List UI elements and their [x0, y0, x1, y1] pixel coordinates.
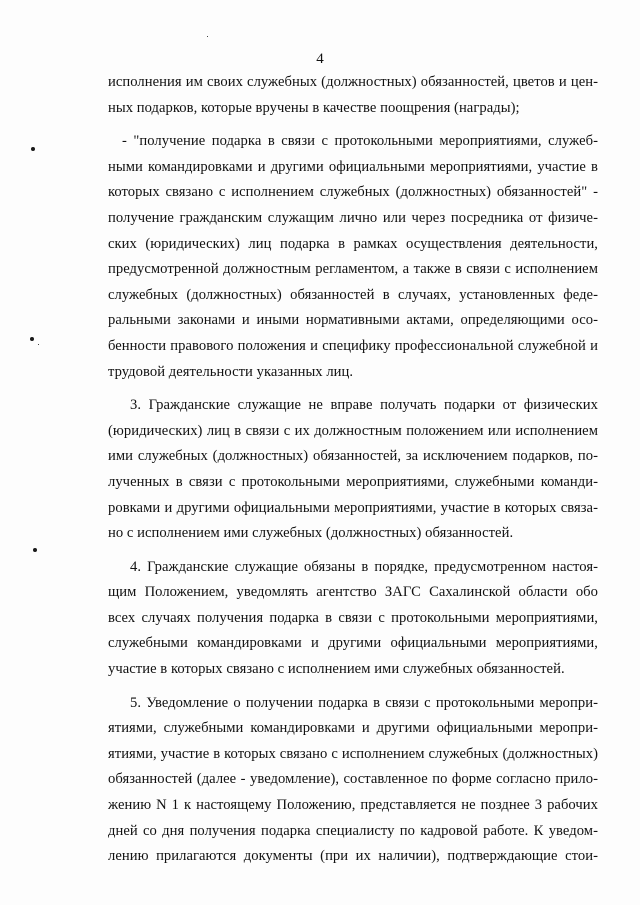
text-line: - "получение подарка в связи с протокольными мероприятиями, служеб- [122, 133, 598, 150]
scan-speck-top [207, 36, 208, 37]
text-line: ных подарков, которые вручены в качестве поощрения (награды); [108, 99, 520, 116]
text-line: ральными законами и иными нормативными актами, определяющими осо- [108, 312, 598, 329]
scan-mark-bottom [33, 548, 37, 552]
text-line: дней со дня получения подарка специалисту по кадровой работе. К уведом- [108, 822, 598, 839]
text-line: но с исполнением ими служебных (должностных) обязанностей. [108, 525, 514, 542]
text-line: ских (юридических) лиц подарка в рамках осуществления деятельности, [108, 235, 598, 252]
page-number: 4 [316, 51, 324, 67]
text-line: щим Положением, уведомлять агентство ЗАГС Сахалинской области обо [108, 584, 598, 601]
paragraph-item-5 [108, 691, 598, 870]
text-line: лению прилагаются документы (при их наличии), подтверждающие стои- [108, 848, 598, 865]
text-line: (юридических) лиц в связи с их должностным положением или исполнением [108, 422, 598, 439]
text-line: предусмотренной должностным регламентом, а также в связи с исполнением [108, 261, 598, 278]
paragraph-item-3 [108, 393, 598, 547]
text-line: ятиями, участие в которых связано с исполнением служебных (должностных) [108, 745, 598, 762]
text-line: ятиями, служебными командировками и другими официальными меропри- [108, 720, 598, 737]
text-line: служебными командировками и другими официальными мероприятиями, [108, 635, 598, 652]
paragraph-item-4 [108, 555, 598, 683]
text-line: получение гражданским служащим лично или через посредника от физиче- [108, 209, 598, 226]
text-line: жению N 1 к настоящему Положению, представляется не позднее 3 рабочих [108, 797, 598, 814]
text-line: 4. Гражданские служащие обязаны в порядке, предусмотренном настоя- [130, 558, 598, 575]
scan-speck [38, 344, 39, 345]
paragraph-gift-definition [108, 129, 598, 385]
document-body [108, 70, 598, 870]
text-line: ными командировками и другими официальными мероприятиями, участие в [108, 158, 598, 175]
text-line: служебных (должностных) обязанностей в случаях, установленных феде- [108, 286, 598, 303]
text-line: обязанностей (далее - уведомление), составленное по форме согласно прило- [108, 771, 598, 788]
text-line: ими служебных (должностных) обязанностей, за исключением подарков, по- [108, 448, 598, 465]
paragraph-continuation [108, 70, 598, 121]
text-line: бенности правового положения и специфику профессиональной служебной и [108, 337, 598, 354]
scan-mark-top [31, 147, 35, 151]
text-line: которых связано с исполнением служебных (должностных) обязанностей" - [108, 184, 598, 201]
text-line: ровками и другими официальными мероприятиями, участие в которых связа- [108, 499, 598, 516]
text-line: всех случаях получения подарка в связи с протокольными мероприятиями, [108, 609, 598, 626]
text-line: участие в которых связано с исполнением ими служебных обязанностей. [108, 661, 565, 678]
text-line: лученных в связи с протокольными мероприятиями, служебными команди- [108, 473, 598, 490]
scan-mark-middle [30, 337, 34, 341]
text-line: 3. Гражданские служащие не вправе получать подарки от физических [130, 397, 598, 414]
text-line: исполнения им своих служебных (должностных) обязанностей, цветов и цен- [108, 74, 598, 90]
text-line: 5. Уведомление о получении подарка в связи с протокольными меропри- [130, 694, 598, 711]
text-line: трудовой деятельности указанных лиц. [108, 363, 354, 380]
